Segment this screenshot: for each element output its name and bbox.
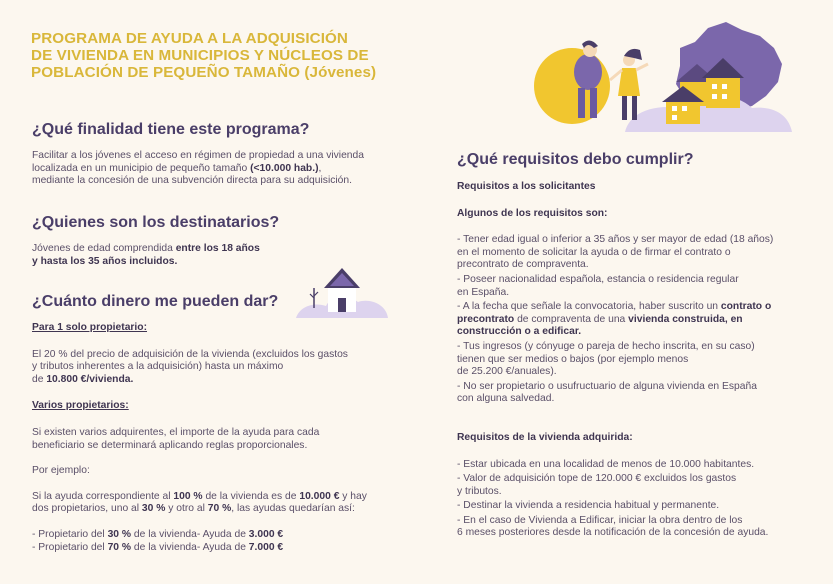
- title-line-2: DE VIVIENDA EN MUNICIPIOS Y NÚCLEOS DE: [31, 47, 369, 64]
- young-people-houses-illustration: [530, 20, 820, 135]
- subheading-vivienda-adquirida: Requisitos de la vivienda adquirida:: [457, 431, 633, 443]
- dinero-p1-line-1: El 20 % del precio de adquisición de la vivienda (excluidos los gastos: [32, 348, 348, 360]
- text: de compraventa de una: [514, 313, 629, 325]
- text: , las ayudas quedarían así:: [231, 503, 355, 515]
- viv-req-4-line-1: - En el caso de Vivienda a Edificar, iniciar la obra dentro de los: [457, 514, 743, 526]
- req-1-line-3: precontrato de compraventa.: [457, 259, 589, 271]
- finalidad-line-3: mediante la concesión de una subvención directa para su adquisición.: [32, 175, 352, 187]
- population-limit: (<10.000 hab.): [250, 162, 319, 174]
- heading-requisitos: ¿Qué requisitos debo cumplir?: [457, 151, 694, 168]
- heading-dinero: ¿Cuánto dinero me pueden dar?: [32, 293, 279, 310]
- value: 7.000 €: [248, 541, 284, 553]
- house-icon: [292, 262, 392, 324]
- document-title: [31, 30, 431, 81]
- req-1-line-1: - Tener edad igual o inferior a 35 años y ser mayor de edad (18 años): [457, 234, 774, 246]
- requisitos-paragraph: [457, 181, 799, 540]
- ejemplo-bullet-2: [32, 542, 388, 555]
- text: - Propietario del: [32, 541, 108, 553]
- ejemplo-bullet-1: [32, 529, 388, 542]
- destinatarios-line-1: [32, 243, 388, 256]
- text: y otro al: [165, 503, 208, 515]
- text: de la vivienda- Ayuda de: [131, 541, 249, 553]
- text: de la vivienda- Ayuda de: [131, 528, 249, 540]
- req-2-line-2: en España.: [457, 286, 510, 298]
- req-4-line-3: de 25.200 €/anuales).: [457, 366, 557, 378]
- dinero-paragraph: [32, 322, 388, 554]
- req-3-line-1: [457, 301, 799, 314]
- req-4-line-1: - Tus ingresos (y cónyuge o pareja de hecho inscrita, en su caso): [457, 340, 755, 352]
- bold-text: construcción o a edificar.: [457, 326, 582, 338]
- viv-req-2-line-2: y tributos.: [457, 485, 502, 497]
- req-5-line-2: con alguna salvedad.: [457, 393, 555, 405]
- por-ejemplo-label: Por ejemplo:: [32, 465, 90, 477]
- destinatarios-text: Jóvenes de edad comprendida: [32, 243, 176, 254]
- value: 10.000 €: [299, 490, 340, 502]
- text: dos propietarios, uno al: [32, 503, 142, 515]
- value: 100 %: [173, 490, 203, 502]
- finalidad-line-2: [32, 163, 388, 176]
- viv-req-3: - Destinar la vivienda a residencia habitual y permanente.: [457, 500, 720, 512]
- text: de la vivienda es de: [202, 490, 300, 502]
- title-line-1: PROGRAMA DE AYUDA A LA ADQUISICIÓN: [31, 30, 349, 47]
- req-4-line-2: tienen que ser medios o bajos (por ejemplo menos: [457, 353, 689, 365]
- value: 70 %: [107, 541, 132, 553]
- bold-text: precontrato: [457, 313, 515, 325]
- req-3-line-3: [457, 326, 799, 339]
- subheading-varios-propietarios: Varios propietarios:: [32, 400, 129, 412]
- value: 30 %: [107, 528, 132, 540]
- dinero-p1-line-3: [32, 374, 388, 387]
- age-range-start: entre los 18 años: [175, 243, 260, 254]
- text: de: [32, 373, 47, 385]
- value: 3.000 €: [248, 528, 284, 540]
- text: y hay: [339, 490, 367, 502]
- subheading-un-propietario: Para 1 solo propietario:: [32, 322, 148, 333]
- subheading-solicitantes: Requisitos a los solicitantes: [457, 181, 596, 192]
- viv-req-1: - Estar ubicada en una localidad de menos de 10.000 habitantes.: [457, 458, 755, 470]
- req-2-line-1: - Poseer nacionalidad española, estancia o residencia regular: [457, 273, 739, 285]
- sun-shape: [534, 48, 610, 124]
- req-5-line-1: - No ser propietario o usufructuario de alguna vivienda en España: [457, 380, 757, 392]
- title-line-3: POBLACIÓN DE PEQUEÑO TAMAÑO (Jóvenes): [31, 64, 377, 81]
- finalidad-paragraph: [32, 150, 388, 188]
- heading-finalidad: ¿Qué finalidad tiene este programa?: [32, 121, 310, 138]
- bold-text: vivienda construida, en: [628, 313, 743, 325]
- age-range-end: y hasta los 35 años incluidos.: [32, 255, 178, 267]
- max-amount: 10.800 €/vivienda.: [46, 373, 134, 385]
- finalidad-text: localizada en un municipio de pequeño tamaño: [32, 162, 251, 174]
- text: - Propietario del: [32, 528, 108, 540]
- ejemplo-line-2: [32, 503, 388, 516]
- value: 70 %: [207, 503, 232, 515]
- ejemplo-line-1: [32, 491, 388, 504]
- dinero-p2-line-2: beneficiario se determinará aplicando reglas proporcionales.: [32, 439, 308, 451]
- text: Si la ayuda correspondiente al: [32, 490, 174, 502]
- bold-text: contrato o: [720, 301, 772, 313]
- req-1-line-2: en el momento de solicitar la ayuda o de firmar el contrato o: [457, 246, 731, 258]
- text: - A la fecha que señale la convocatoria, haber suscrito un: [457, 301, 721, 313]
- subheading-algunos-requisitos: Algunos de los requisitos son:: [457, 207, 608, 219]
- viv-req-4-line-2: 6 meses posteriores desde la notificación de la concesión de ayuda.: [457, 527, 769, 539]
- dinero-p2-line-1: Si existen varios adquirentes, el importe de la ayuda para cada: [32, 426, 320, 438]
- viv-req-2-line-1: - Valor de adquisición tope de 120.000 € excluidos los gastos: [457, 473, 737, 485]
- finalidad-line-1: Facilitar a los jóvenes el acceso en régimen de propiedad a una vivienda: [32, 150, 364, 161]
- value: 30 %: [141, 503, 166, 515]
- req-3-line-2: [457, 314, 799, 327]
- comma: ,: [318, 162, 322, 174]
- person-yellow: [610, 49, 648, 120]
- dinero-p1-line-2: y tributos inherentes a la adquisición) hasta un máximo: [32, 361, 284, 373]
- heading-destinatarios: ¿Quienes son los destinatarios?: [32, 214, 280, 231]
